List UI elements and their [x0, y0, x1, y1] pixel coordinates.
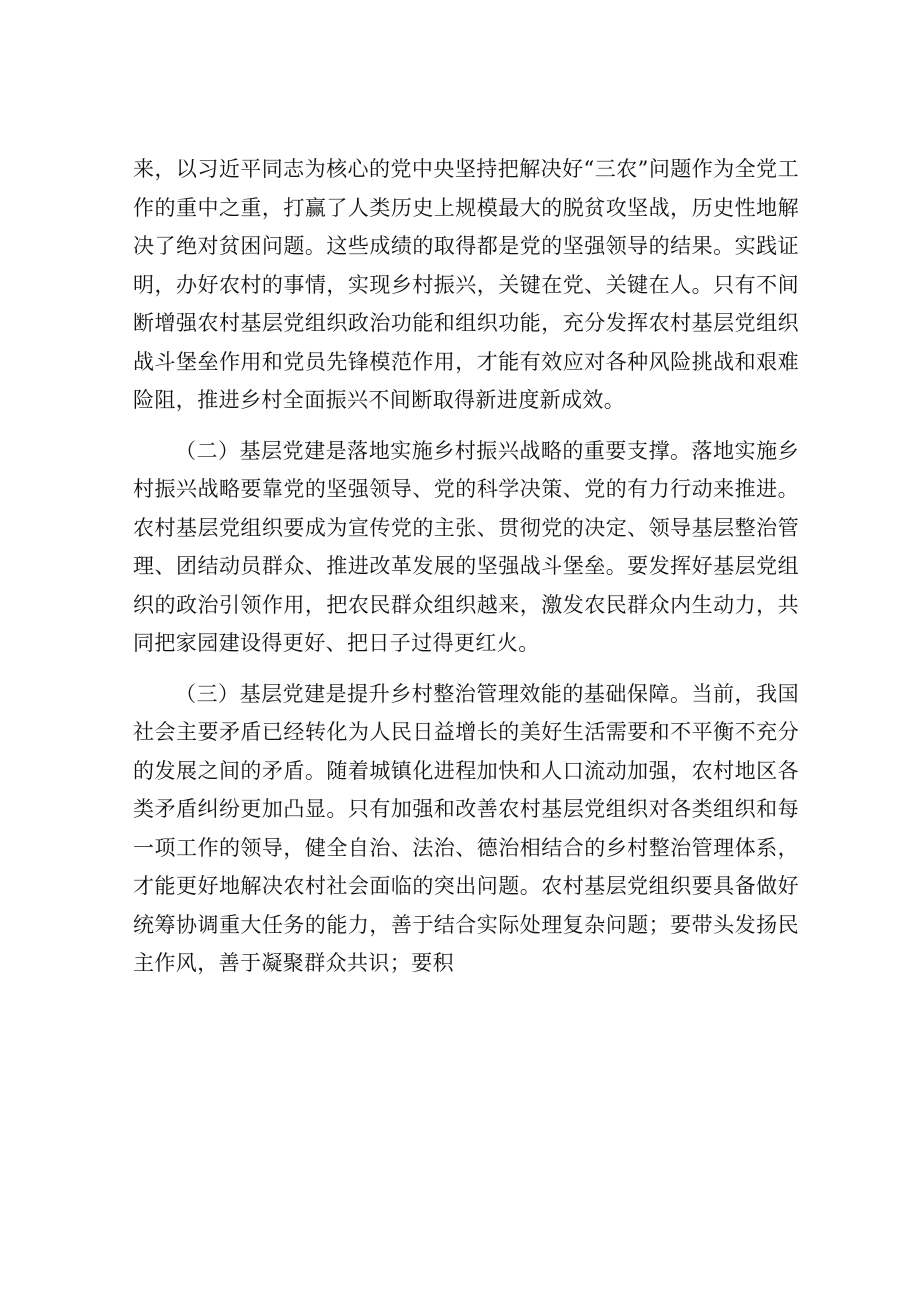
paragraph-3: （三）基层党建是提升乡村整治管理效能的基础保障。当前，我国社会主要矛盾已经转化为人民日益增长的美好生活需要和不平衡不充分的发展之间的矛盾。随着城镇化进程加快和人口流动加强，农村地区各类矛盾纠纷更加凸显。只有加强和改善农村基层党组织对各类组织和每一项工作的领导，健全自治、法治、德治相结合的乡村整治管理体系，才能更好地解决农村社会面临的突出问题。农村基层党组织要具备做好统筹协调重大任务的能力，善于结合实际处理复杂问题；要带头发扬民主作风，善于凝聚群众共识；要积 [133, 681, 799, 975]
paragraph-2: （二）基层党建是落地实施乡村振兴战略的重要支撑。落地实施乡村振兴战略要靠党的坚强领导、党的科学决策、党的有力行动来推进。农村基层党组织要成为宣传党的主张、贯彻党的决定、领导基层整治管理、团结动员群众、推进改革发展的坚强战斗堡垒。要发挥好基层党组织的政治引领作用，把农民群众组织越来，激发农民群众内生动力，共同把家园建设得更好、把日子过得更红火。 [133, 438, 799, 655]
document-body [133, 150, 799, 995]
paragraph-1: 来，以习近平同志为核心的党中央坚持把解决好“三农”问题作为全党工作的重中之重，打赢了人类历史上规模最大的脱贫攻坚战，历史性地解决了绝对贫困问题。这些成绩的取得都是党的坚强领导的结果。实践证明，办好农村的事情，实现乡村振兴，关键在党、关键在人。只有不间断增强农村基层党组织政治功能和组织功能，充分发挥农村基层党组织战斗堡垒作用和党员先锋模范作用，才能有效应对各种风险挑战和艰难险阻，推进乡村全面振兴不间断取得新进度新成效。 [133, 157, 799, 412]
